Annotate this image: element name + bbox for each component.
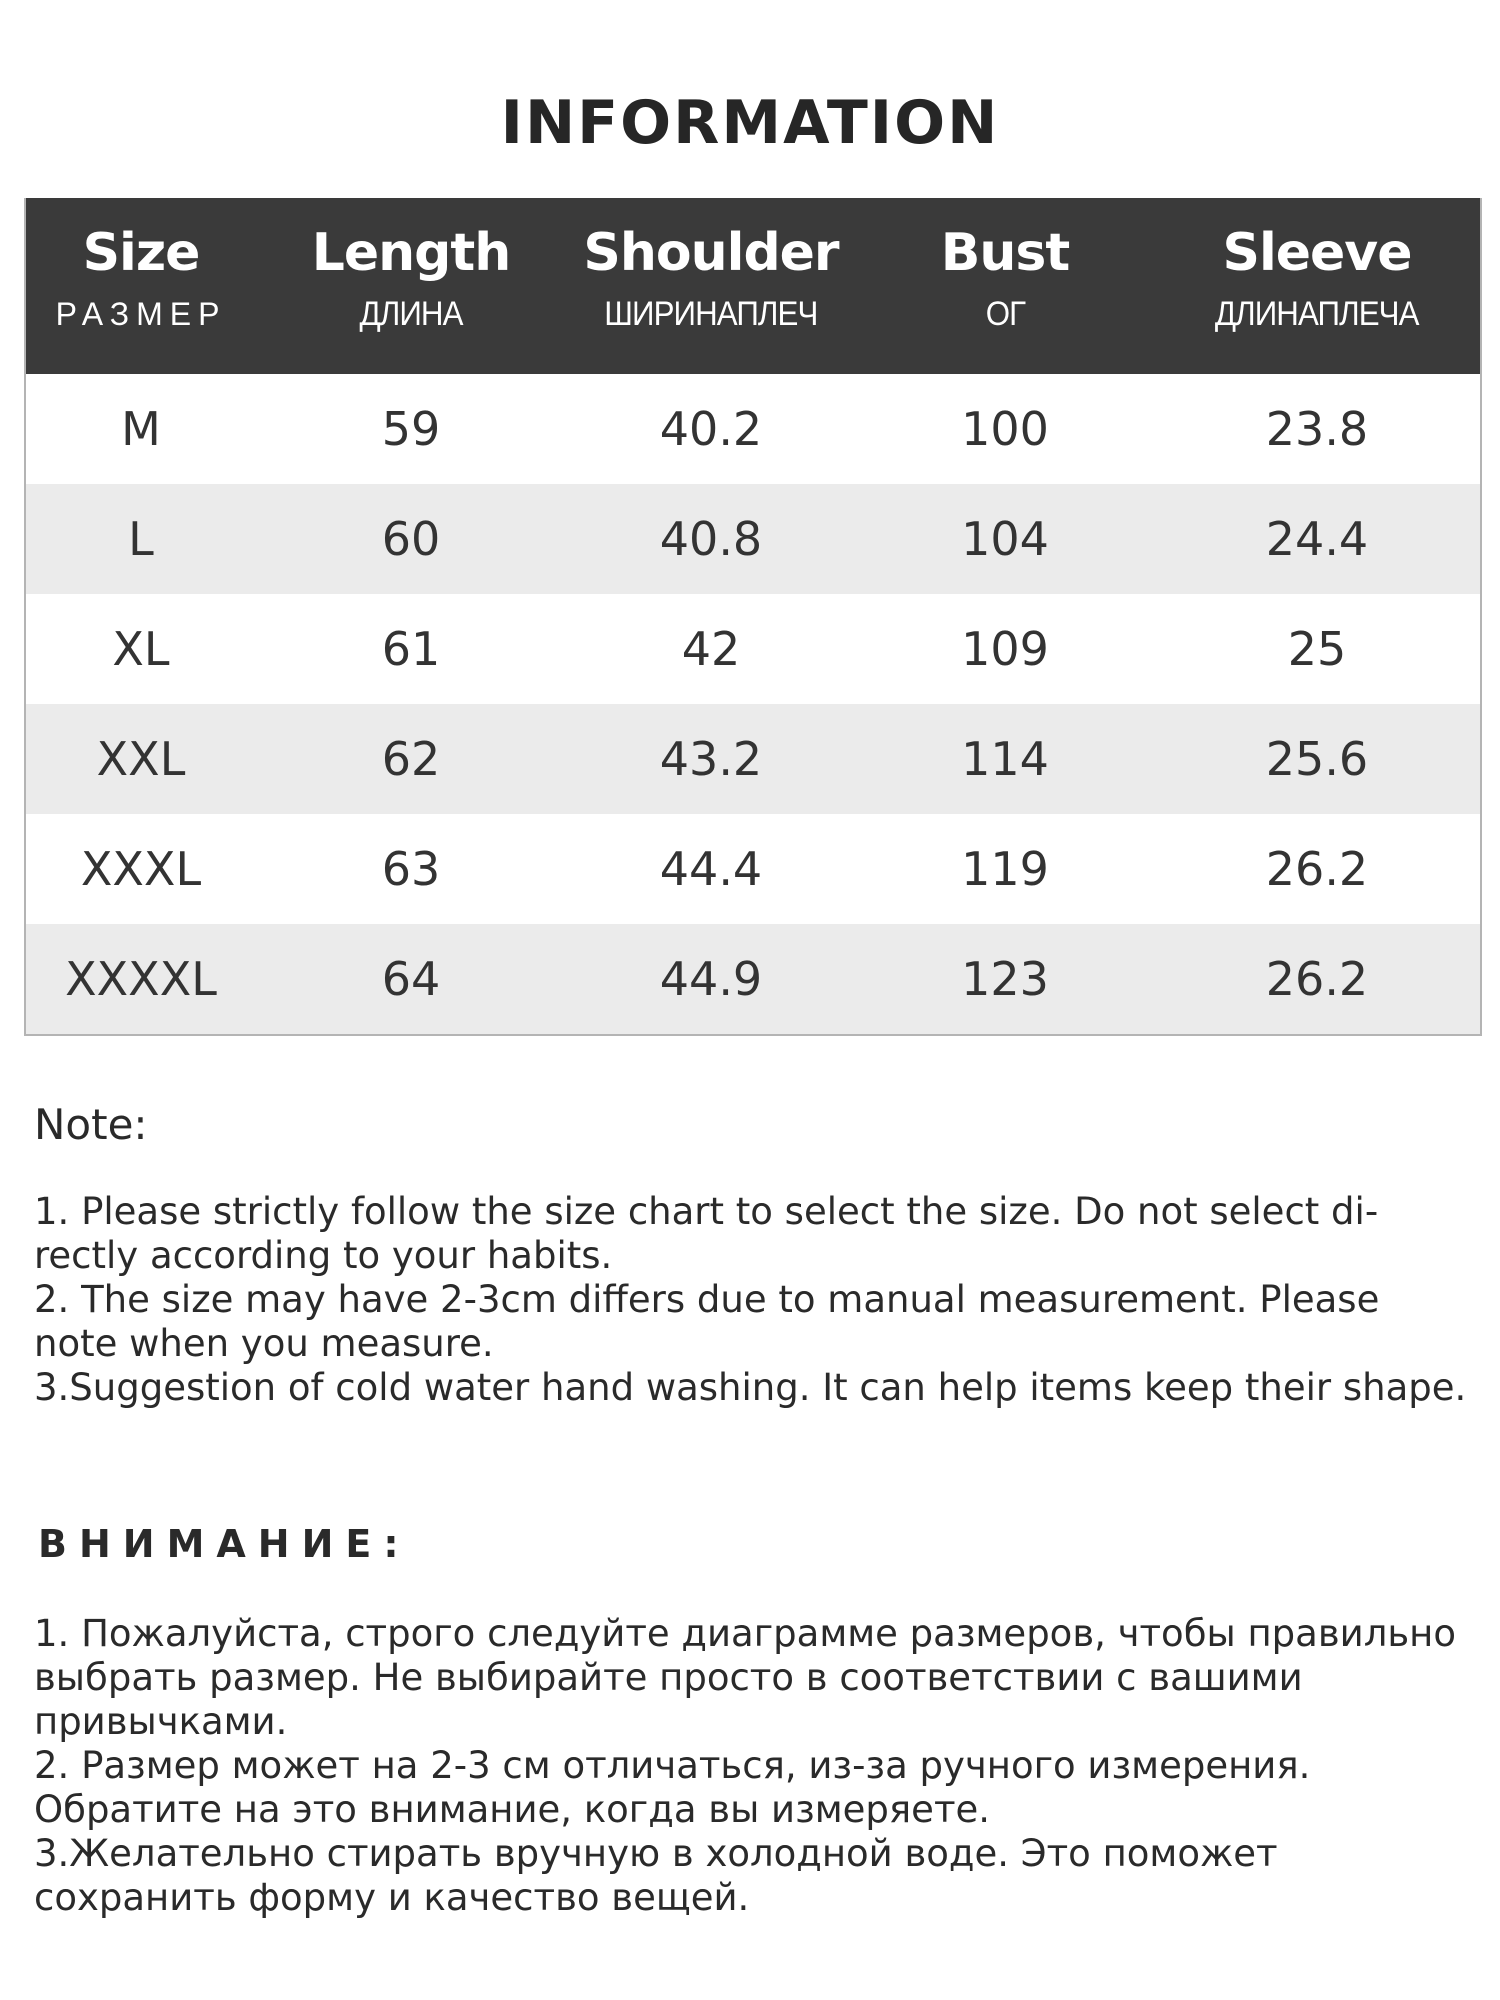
- cell-bust: 100: [961, 402, 1049, 456]
- note-item: 1. Please strictly follow the size chart to select the size. Do not select di-rectly according to your habits.: [34, 1190, 1379, 1277]
- header-sleeve-ru: ДЛИНАПЛЕЧА: [1215, 295, 1419, 333]
- cell-shoulder: 40.8: [659, 512, 763, 566]
- header-shoulder: [566, 198, 856, 374]
- cell-length: 62: [381, 732, 441, 786]
- header-bust: [856, 198, 1154, 374]
- cell-size: M: [121, 402, 161, 456]
- note-item: 2. The size may have 2-3cm differs due to manual measurement. Please note when you measure.: [34, 1278, 1380, 1365]
- cell-size: XL: [112, 622, 170, 676]
- note-item: 1. Пожалуйста, строго следуйте диаграмме размеров, чтобы правильно выбрать размер. Не выбирайте просто в соответствии с вашими привычками.: [34, 1612, 1456, 1743]
- header-length: [256, 198, 566, 374]
- cell-sleeve: 26.2: [1265, 842, 1369, 896]
- cell-bust: 119: [961, 842, 1049, 896]
- cell-size: L: [128, 512, 154, 566]
- cell-length: 63: [381, 842, 441, 896]
- cell-bust: 104: [961, 512, 1049, 566]
- table-row: [26, 814, 1480, 924]
- size-chart-table: [24, 198, 1482, 1036]
- table-row: [26, 704, 1480, 814]
- header-shoulder-ru: ШИРИНАПЛЕЧ: [604, 295, 818, 333]
- cell-length: 61: [381, 622, 441, 676]
- cell-shoulder: 40.2: [659, 402, 763, 456]
- cell-size: XXXL: [80, 842, 202, 896]
- cell-bust: 123: [961, 952, 1049, 1006]
- table-header-row: [26, 198, 1480, 374]
- table-row: [26, 594, 1480, 704]
- note-item: 3.Suggestion of cold water hand washing. It can help items keep their shape.: [34, 1366, 1467, 1409]
- page-title: INFORMATION: [500, 88, 1000, 158]
- header-bust-ru: ОГ: [985, 295, 1025, 333]
- cell-shoulder: 42: [681, 622, 741, 676]
- cell-length: 59: [381, 402, 441, 456]
- note-heading-en: Note:: [34, 1100, 148, 1149]
- table-row: [26, 924, 1480, 1034]
- header-length-ru: ДЛИНА: [359, 295, 463, 333]
- note-heading-ru: ВНИМАНИЕ:: [38, 1522, 411, 1566]
- cell-shoulder: 44.4: [659, 842, 763, 896]
- header-size-ru: РАЗМЕР: [55, 296, 227, 332]
- header-sleeve-en: Sleeve: [1222, 223, 1412, 283]
- cell-bust: 114: [961, 732, 1049, 786]
- cell-bust: 109: [961, 622, 1049, 676]
- cell-sleeve: 24.4: [1265, 512, 1369, 566]
- header-bust-en: Bust: [940, 223, 1070, 283]
- table-row: [26, 374, 1480, 484]
- cell-shoulder: 43.2: [659, 732, 763, 786]
- header-length-en: Length: [311, 223, 511, 283]
- cell-sleeve: 25.6: [1265, 732, 1369, 786]
- note-item: 3.Желательно стирать вручную в холодной воде. Это поможет сохранить форму и качество вещей.: [34, 1832, 1278, 1919]
- note-list-en: [34, 1190, 1474, 1410]
- cell-sleeve: 25: [1287, 622, 1347, 676]
- cell-length: 60: [381, 512, 441, 566]
- cell-sleeve: 23.8: [1265, 402, 1369, 456]
- cell-shoulder: 44.9: [659, 952, 763, 1006]
- header-size: [26, 198, 256, 374]
- header-sleeve: [1154, 198, 1480, 374]
- cell-size: XXL: [96, 732, 186, 786]
- table-row: [26, 484, 1480, 594]
- note-item: 2. Размер может на 2-3 см отличаться, из-за ручного измерения. Обратите на это внимание, когда вы измеряете.: [34, 1744, 1311, 1831]
- header-size-en: Size: [82, 223, 200, 283]
- note-list-ru: [34, 1612, 1474, 1920]
- cell-length: 64: [381, 952, 441, 1006]
- header-shoulder-en: Shoulder: [583, 223, 839, 283]
- cell-sleeve: 26.2: [1265, 952, 1369, 1006]
- cell-size: XXXXL: [65, 952, 217, 1006]
